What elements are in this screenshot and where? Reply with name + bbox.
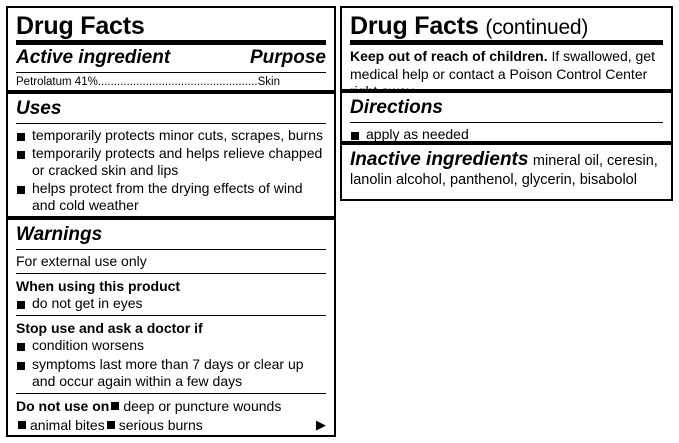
inactive-ingredients-text: mineral oil, ceresin, lanolin alcohol, panthenol, glycerin, bisabolol — [350, 153, 658, 188]
panel-warnings — [6, 218, 336, 437]
list-item: helps protect from the drying effects of wind and cold weather — [16, 180, 326, 214]
dot-leader: .................................................. — [97, 76, 258, 89]
continued-label: (continued) — [485, 16, 589, 39]
uses-list — [16, 127, 326, 214]
inactive-ingredients-row — [350, 150, 663, 189]
list-item: temporarily protects minor cuts, scrapes, burns — [16, 127, 326, 144]
bullet-square-icon — [107, 421, 115, 429]
divider-thin — [16, 273, 326, 274]
keep-out-body: If swallowed, get medical help or contact a Poison Control Center — [350, 48, 655, 82]
do-not-use-item-3: serious burns — [118, 416, 203, 433]
page-title: Drug Facts — [16, 12, 145, 40]
do-not-use-item-1: deep or puncture wounds — [123, 397, 282, 414]
divider-thin — [16, 72, 326, 73]
when-using-heading: When using this product — [16, 277, 181, 294]
active-ingredient-heading: Active ingredient — [16, 47, 171, 69]
divider-thin — [16, 393, 326, 394]
divider-thin — [350, 122, 663, 123]
bullet-square-icon — [111, 402, 119, 410]
panel-inactive-ingredients — [340, 143, 673, 201]
uses-heading: Uses — [16, 98, 62, 119]
do-not-use-item-2: animal bites — [30, 416, 105, 433]
list-item: do not get in eyes — [16, 295, 326, 312]
inactive-ingredients-heading: Inactive ingredients — [350, 149, 529, 170]
stop-use-heading: Stop use and ask a doctor if — [16, 320, 203, 337]
panel-drug-facts-continued — [340, 6, 673, 91]
external-use-text: For external use only — [16, 252, 147, 269]
divider-thin — [16, 249, 326, 250]
do-not-use-heading: Do not use on — [16, 397, 110, 414]
directions-heading: Directions — [350, 97, 443, 118]
list-item: temporarily protects and helps relieve chapped or cracked skin and lips — [16, 145, 326, 179]
stop-use-list — [16, 337, 326, 389]
list-item: symptoms last more than 7 days or clear up and occur again within a few days — [16, 356, 326, 390]
bullet-square-icon — [18, 421, 26, 429]
divider-thick — [350, 40, 663, 45]
directions-list — [350, 126, 663, 143]
active-ingredient-name: Petrolatum 41% — [16, 76, 98, 89]
active-ingredient-purpose: Skin — [257, 76, 280, 89]
page-title-continued — [350, 13, 663, 39]
continue-arrow-icon: ▶ — [316, 417, 326, 432]
do-not-use-row-2 — [16, 416, 326, 434]
do-not-use-row — [16, 397, 326, 415]
panel-directions — [340, 91, 673, 143]
panel-uses — [6, 92, 336, 218]
divider-thin — [16, 315, 326, 316]
page-title-text: Drug Facts — [350, 12, 479, 40]
panel-drug-facts-header — [6, 6, 336, 92]
active-ingredient-header-row — [16, 48, 326, 69]
keep-out-lead: Keep out of reach of children. — [350, 48, 548, 65]
list-item: apply as needed — [350, 126, 663, 143]
warnings-heading: Warnings — [16, 224, 103, 245]
divider-thick — [16, 40, 326, 45]
purpose-heading: Purpose — [249, 47, 326, 69]
divider-thin — [16, 123, 326, 124]
when-using-list — [16, 295, 326, 312]
list-item: condition worsens — [16, 337, 326, 354]
